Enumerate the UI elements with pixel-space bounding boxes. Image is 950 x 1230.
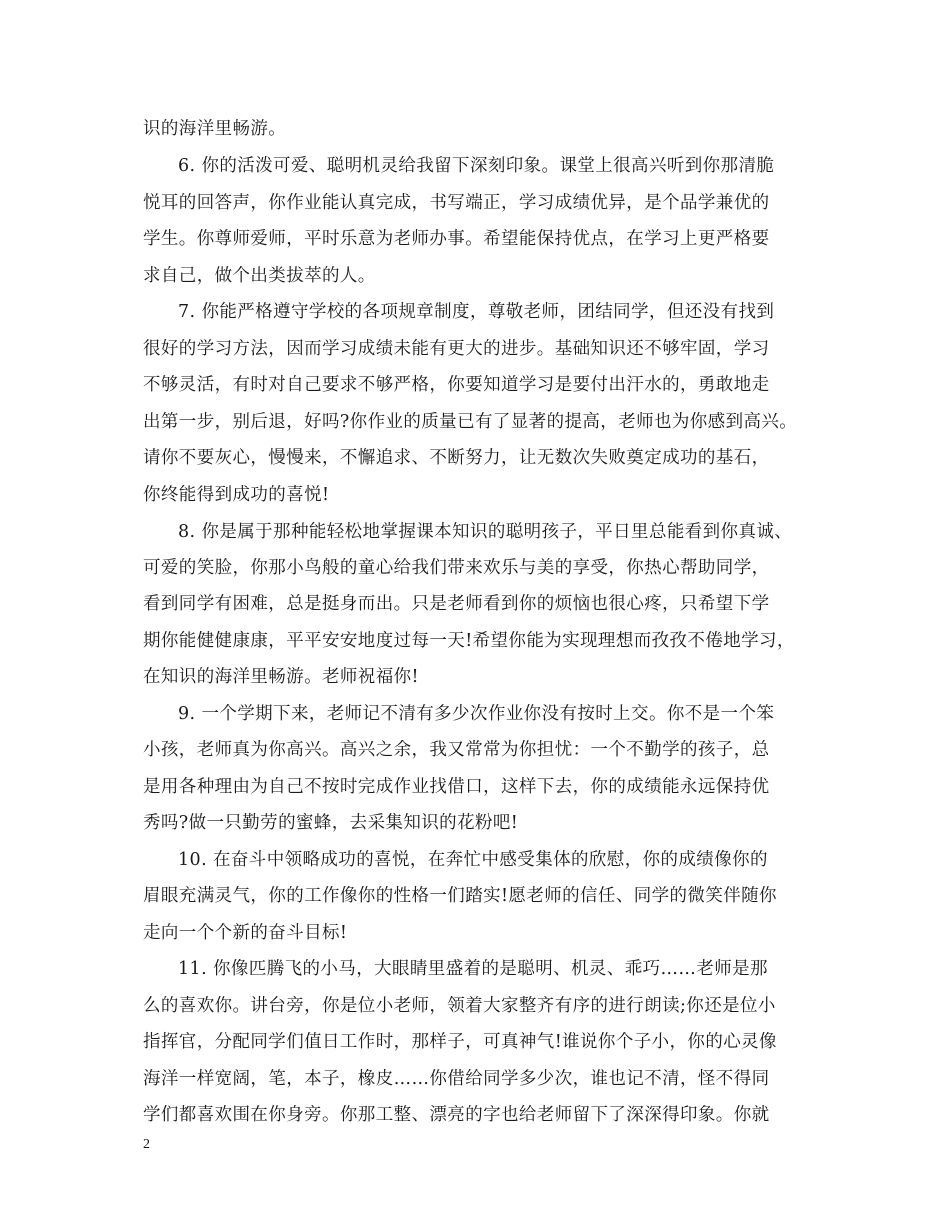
text-line: 10. 在奋斗中领略成功的喜悦，在奔忙中感受集体的欣慰，你的成绩像你的	[178, 850, 768, 870]
text-line: 么的喜欢你。讲台旁，你是位小老师，领着大家整齐有序的进行朗读;你还是位小	[143, 996, 776, 1016]
text-line: 指挥官，分配同学们值日工作时，那样子，可真神气!谁说你个子小，你的心灵像	[143, 1032, 777, 1052]
text-line: 眉眼充满灵气，你的工作像你的性格一们踏实!愿老师的信任、同学的微笑伴随你	[143, 886, 777, 906]
text-line: 是用各种理由为自己不按时完成作业找借口，这样下去，你的成绩能永远保持优	[143, 777, 770, 797]
text-line: 出第一步，别后退，好吗?你作业的质量已有了显著的提高，老师也为你感到高兴。	[143, 412, 798, 432]
text-line: 11. 你像匹腾飞的小马，大眼睛里盛着的是聪明、机灵、乖巧……老师是那	[178, 959, 768, 979]
text-line: 在知识的海洋里畅游。老师祝福你!	[143, 667, 419, 687]
text-line: 6. 你的活泼可爱、聪明机灵给我留下深刻印象。课堂上很高兴听到你那清脆	[178, 156, 775, 176]
text-line: 学生。你尊师爱师，平时乐意为老师办事。希望能保持优点，在学习上更严格要	[143, 229, 770, 249]
text-line: 很好的学习方法，因而学习成绩未能有更大的进步。基础知识还不够牢固，学习	[143, 339, 770, 359]
text-line: 看到同学有困难，总是挺身而出。只是老师看到你的烦恼也很心疼，只希望下学	[143, 594, 770, 614]
text-line: 可爱的笑脸，你那小鸟般的童心给我们带来欢乐与美的享受，你热心帮助同学，	[143, 558, 770, 578]
text-line: 海洋一样宽阔，笔，本子，橡皮……你借给同学多少次，谁也记不清，怪不得同	[143, 1069, 770, 1089]
text-line: 悦耳的回答声，你作业能认真完成，书写端正，学习成绩优异，是个品学兼优的	[143, 193, 770, 213]
page-number: 2	[143, 1137, 150, 1152]
text-line: 走向一个个新的奋斗目标!	[143, 923, 348, 943]
text-line: 9. 一个学期下来，老师记不清有多少次作业你没有按时上交。你不是一个笨	[178, 704, 775, 724]
text-line: 求自己，做个出类拔萃的人。	[143, 266, 376, 286]
text-line: 识的海洋里畅游。	[143, 119, 287, 139]
text-line: 你终能得到成功的喜悦!	[143, 485, 330, 505]
text-line: 请你不要灰心，慢慢来，不懈追求、不断努力，让无数次失败奠定成功的基石，	[143, 448, 770, 468]
text-line: 8. 你是属于那种能轻松地掌握课本知识的聪明孩子，平日里总能看到你真诚、	[178, 522, 793, 542]
text-line: 不够灵活，有时对自己要求不够严格，你要知道学习是要付出汗水的，勇敢地走	[143, 375, 770, 395]
text-line: 7. 你能严格遵守学校的各项规章制度，尊敬老师，团结同学，但还没有找到	[178, 302, 775, 322]
text-line: 小孩，老师真为你高兴。高兴之余，我又常常为你担忧：一个不勤学的孩子，总	[143, 740, 770, 760]
text-line: 期你能健健康康，平平安安地度过每一天!希望你能为实现理想而孜孜不倦地学习，	[143, 631, 795, 651]
text-line: 学们都喜欢围在你身旁。你那工整、漂亮的字也给老师留下了深深得印象。你就	[143, 1105, 770, 1125]
text-line: 秀吗?做一只勤劳的蜜蜂，去采集知识的花粉吧!	[143, 813, 519, 833]
